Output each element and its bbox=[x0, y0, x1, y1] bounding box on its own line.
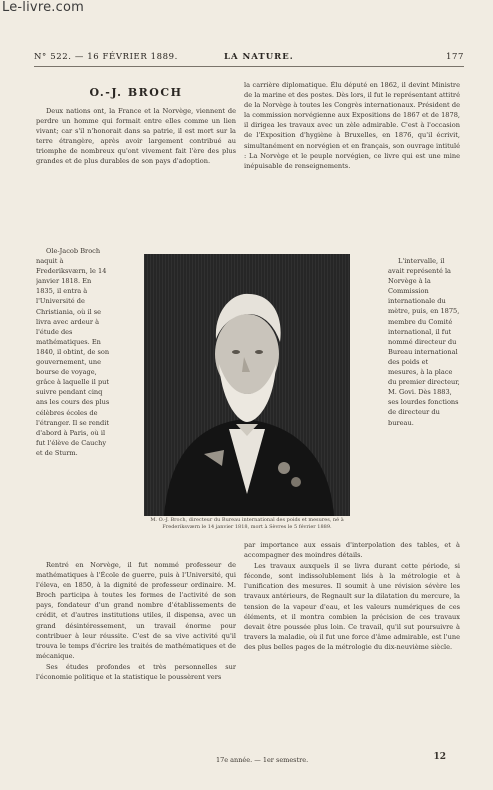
paragraph: Ses études profondes et très personnelles sur l'économie politique et la statistique le poussèrent vers bbox=[36, 662, 236, 682]
portrait-image bbox=[144, 254, 350, 516]
article-title: O.-J. BROCH bbox=[89, 86, 183, 99]
paragraph: par importance aux essais d'interpolation des tables, et à accompagner des moindres détails. bbox=[244, 541, 460, 560]
paragraph: Les travaux auxquels il se livra durant cette période, si féconde, sont indissolublement liés à la métrologie et à l'unification des mesures. Il soumit à une révision sévère les travaux antérieurs, de Regnault sur la dilatation du mercure, la tension de la vapeur d'eau, et les valeurs numériques de ces éléments, et il montra combien la précision de ces travaux devait être poussée plus loin. Ce travail, qu'il sut poursuivre à travers la maladie, où il fut une force d'âme admirable, est l'une des plus belles pages de la métrologie du dix-neuvième siècle. bbox=[244, 562, 460, 651]
left-column-top bbox=[36, 106, 236, 246]
page-header bbox=[34, 52, 464, 66]
journal-title: LA NATURE. bbox=[224, 52, 294, 62]
left-column-mid bbox=[36, 246, 110, 524]
paragraph: Rentré en Norvège, il fut nommé professeur de mathématiques à l'École de guerre, puis à l'Université, qui l'éleva, en 1850, à la dignité de professeur ordinaire. M. Broch participa à toutes les formes de l'activité de son pays, fondateur d'un grand nombre d'établissements de crédit, et d'autres institutions utiles, il dispensa, avec un grand désintéressement, un travail énorme pour contribuer à leur réussite. C'est de sa vive activité qu'il trouva le temps d'écrire les traités de mathématiques et de mécanique. bbox=[36, 561, 236, 660]
header-rule bbox=[34, 66, 464, 67]
signature-number: 12 bbox=[433, 752, 446, 762]
paragraph: L'intervalle, il avait représenté la Norvège à la Commission internationale du mètre, puis, en 1875, membre du Comité international, il fut nommé directeur du Bureau international des poids et mesures, à la place du premier directeur, M. Govi. Dès 1883, ses lourdes fonctions de directeur du bureau. bbox=[388, 257, 460, 427]
right-column-bottom bbox=[244, 540, 460, 752]
paragraph: Ole-Jacob Broch naquit à Frederiksværn, le 14 janvier 1818. En 1835, il entra à l'Université de Christiania, où il se livra avec ardeur à l'étude des mathématiques. En 1840, il obtint, de son gouvernement, une bourse de voyage, grâce à laquelle il put suivre pendant cinq ans les cours des plus célèbres écoles de l'étranger. Il se rendit d'abord à Paris, où il fut l'élève de Cauchy et de Sturm. bbox=[36, 247, 110, 457]
left-column-bottom bbox=[36, 560, 236, 750]
watermark-logo: Le-livre.com bbox=[2, 0, 84, 15]
issue-line: N° 522. — 16 FÉVRIER 1889. bbox=[34, 52, 178, 62]
portrait-engraving bbox=[144, 254, 350, 516]
page-number: 177 bbox=[445, 52, 464, 62]
page-footer bbox=[36, 752, 460, 768]
right-column-top bbox=[244, 80, 460, 252]
paragraph: Deux nations ont, la France et la Norvège, viennent de perdre un homme qui formait entre elles comme un lien vivant; car s'il n'honorait dans sa patrie, il est mort sur la terre étrangère, après avoir largement contribué au triomphe de nombreux qu'ont vivement fait l'ère des plus grandes et de plus durables de son pays d'adoption. bbox=[36, 107, 236, 166]
right-column-narrow bbox=[388, 256, 460, 518]
paragraph: la carrière diplomatique. Élu député en 1862, il devint Ministre de la marine et des postes. Dès lors, il fut le représentant attitré de la Norvège à toutes les Congrès internationaux. Président de la commission norvégienne aux Expositions de 1867 et de 1878, il dirigea les travaux avec un zèle admirable. C'est à l'occasion de l'Exposition d'hygiène à Bruxelles, en 1876, qu'il écrivit, simultanément en norvégien et en français, son ouvrage intitulé : La Norvège et le peuple norvégien, ce livre qui est une mine inépuisable de renseignements. bbox=[244, 81, 460, 170]
portrait-caption: M. O.-J. Broch, directeur du Bureau international des poids et mesures, né à Frederiksværn le 14 janvier 1818, mort à Sèvres le 5 février 1889. bbox=[150, 517, 344, 530]
volume-line: 17e année. — 1er semestre. bbox=[216, 756, 309, 764]
